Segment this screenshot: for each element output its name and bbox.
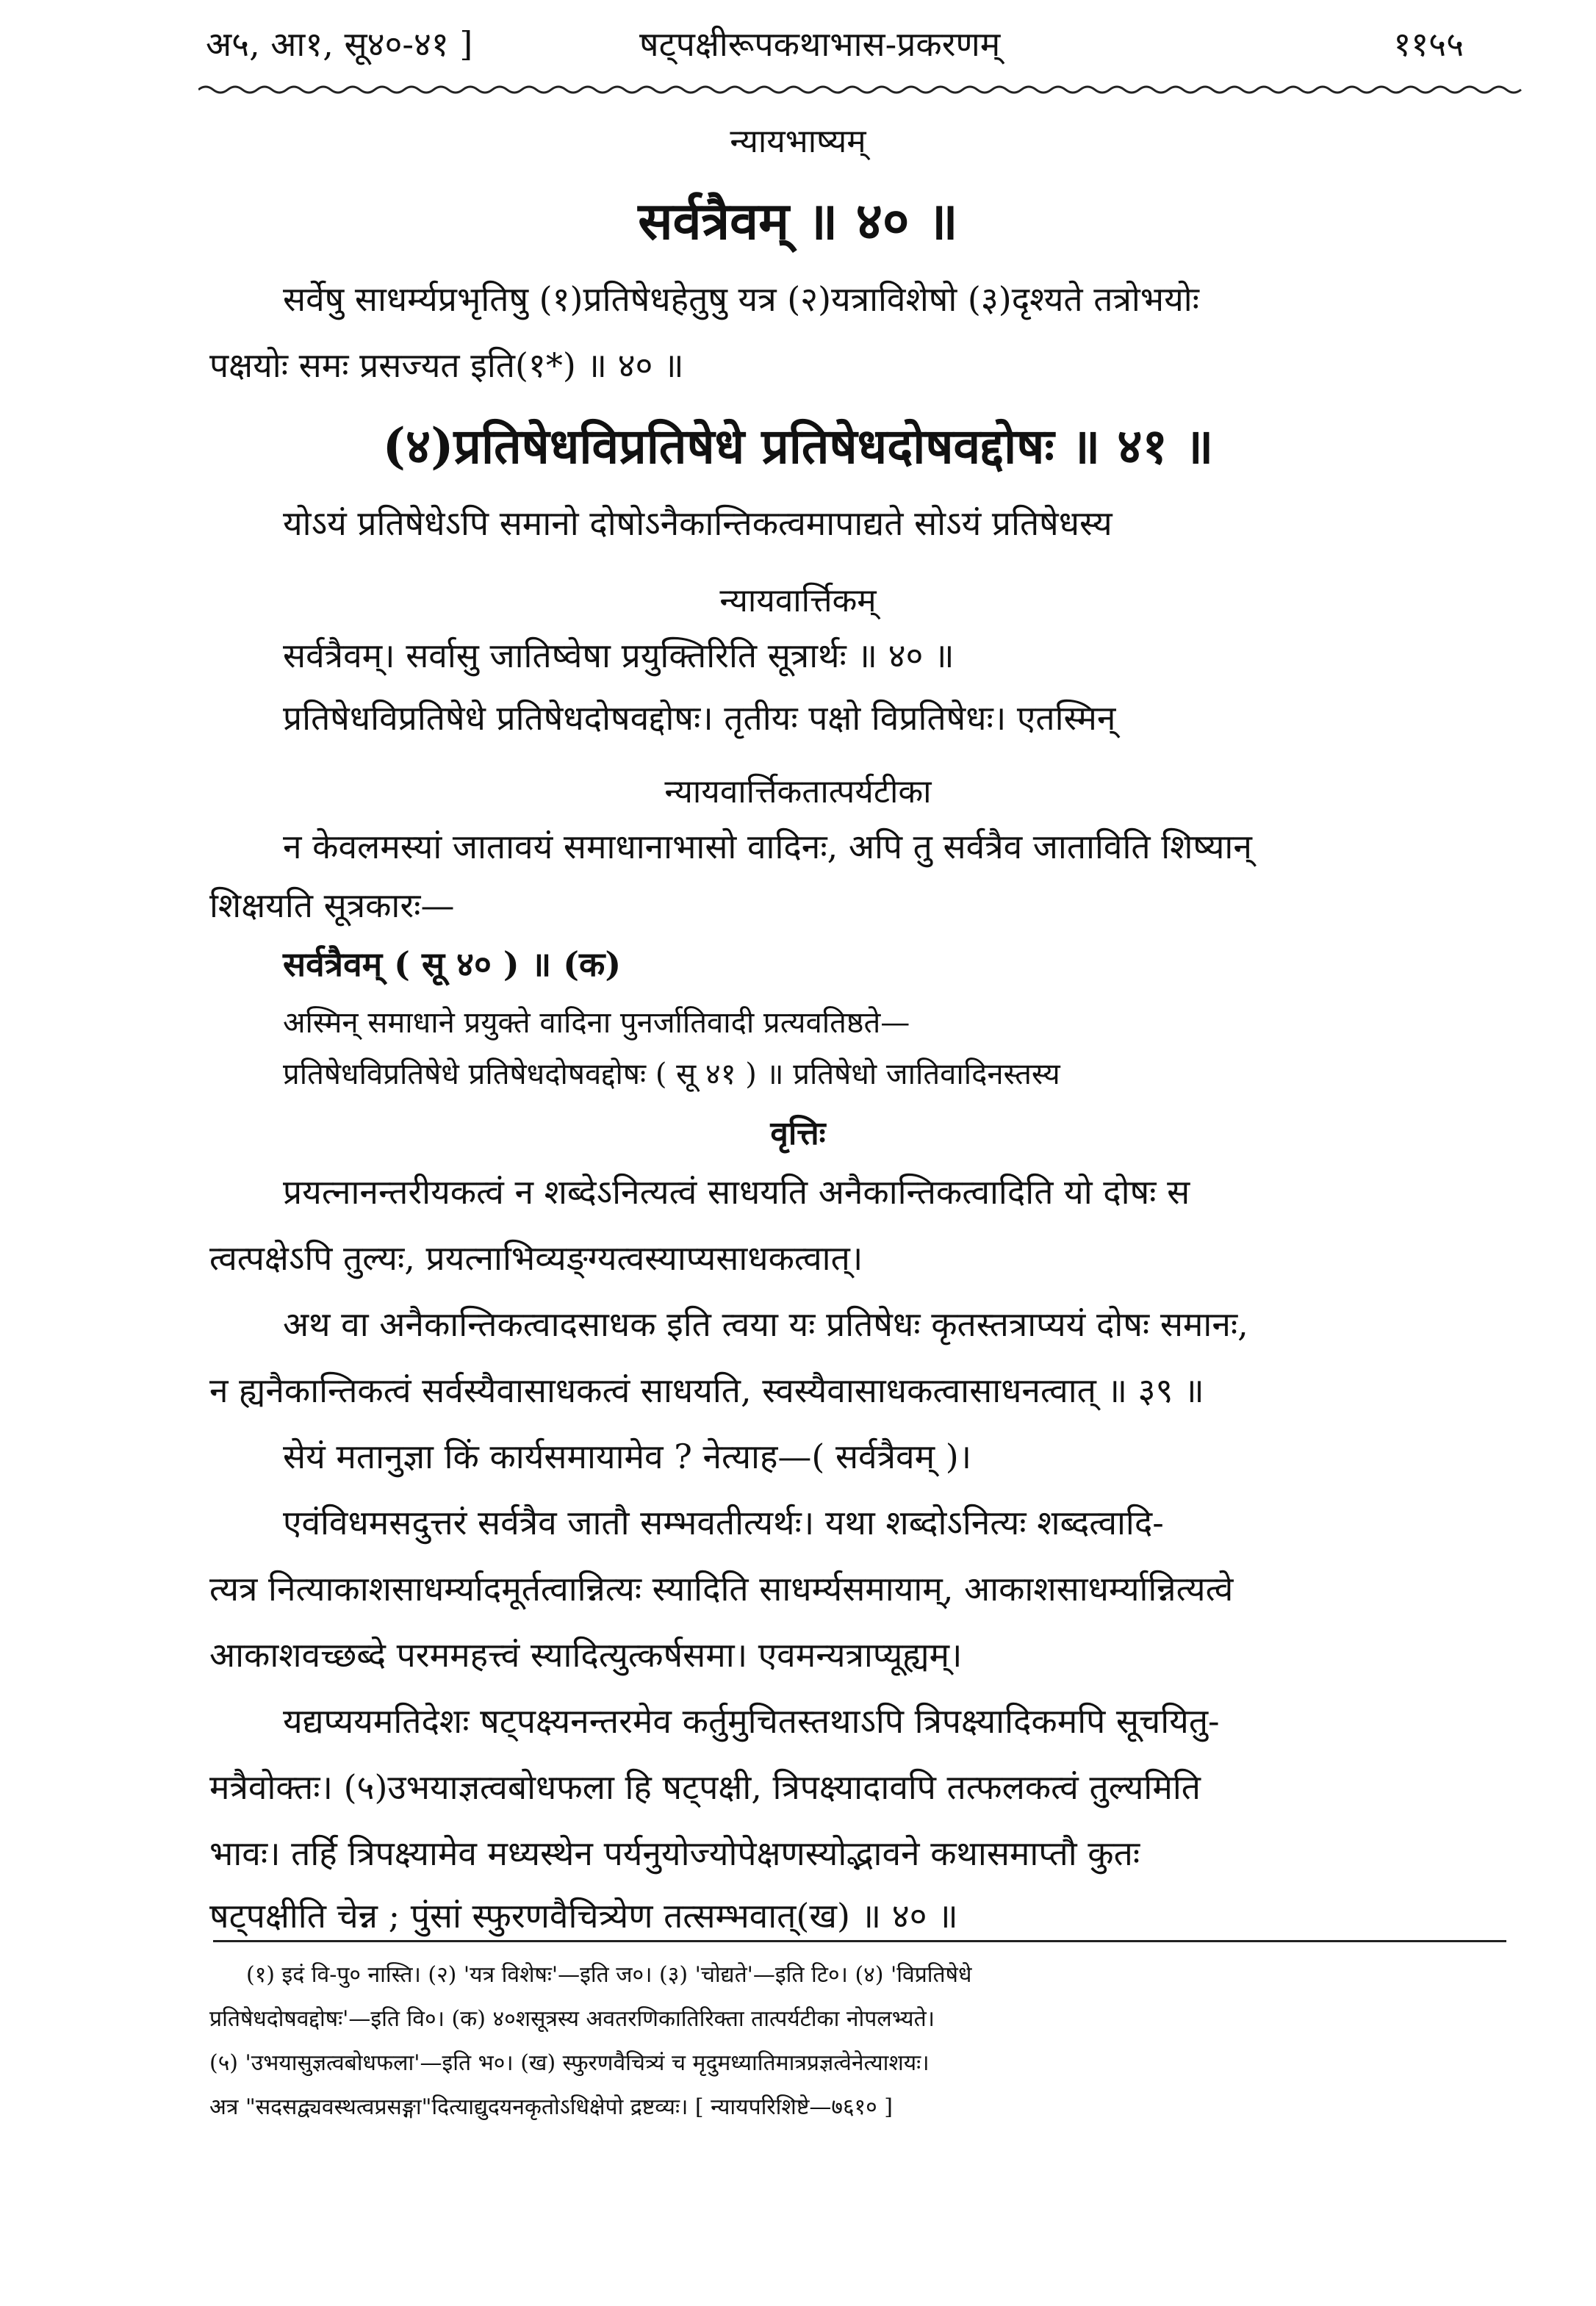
footnote-line2: प्रतिषेधदोषवद्दोषः'—इति वि०। (क) ४०शसूत्रस्य अवतरणिकातिरिक्ता तात्पर्यटीका नोपलभ्यते। <box>209 2006 935 2032</box>
tika-heading: न्यायवार्त्तिकतात्पर्यटीका <box>664 773 932 811</box>
vritti-p1-line1: प्रयत्नानन्तरीयकत्वं न शब्देऽनित्यत्वं साधयति अनैकान्तिकत्वादिति यो दोषः स <box>283 1172 1190 1212</box>
vritti-heading: वृत्तिः <box>770 1115 826 1152</box>
tika-line3: सर्वत्रैवम् ( सू ४० ) ॥ (क) <box>283 944 622 984</box>
vritti-p2-line1: अथ वा अनैकान्तिकत्वादसाधक इति त्वया यः प्रतिषेधः कृतस्तत्राप्ययं दोषः समानः, <box>283 1304 1248 1344</box>
sutra-40: सर्वत्रैवम् ॥ ४० ॥ <box>638 190 958 251</box>
footnote-line4: अत्र "सदसद्व्यवस्थत्वप्रसङ्गा"दित्याद्युदयनकृतोऽधिक्षेपो द्रष्टव्यः। [ न्यायपरिशिष्टे—७६१० ] <box>209 2094 893 2120</box>
vartika-line1: सर्वत्रैवम्। सर्वासु जातिष्वेषा प्रयुक्तिरिति सूत्रार्थः ॥ ४० ॥ <box>283 636 955 675</box>
header-wavy-rule <box>198 82 1528 97</box>
tika-line4: अस्मिन् समाधाने प्रयुक्ते वादिना पुनर्जातिवादी प्रत्यवतिष्ठते— <box>283 1006 910 1040</box>
header-location: अ५, आ१, सू४०-४१ ] <box>206 24 473 64</box>
bhashya-heading: न्यायभाष्यम् <box>730 123 866 160</box>
vritti-p5-line3: भावः। तर्हि त्रिपक्ष्यामेव मध्यस्थेन पर्यनुयोज्योपेक्षणस्योद्भावने कथासमाप्तौ कुतः <box>209 1833 1140 1873</box>
bhashya-comment40-line1: सर्वेषु साधर्म्यप्रभृतिषु (१)प्रतिषेधहेतुषु यत्र (२)यत्राविशेषो (३)दृश्यते तत्रोभयोः <box>283 279 1199 319</box>
vritti-p4-line2: त्यत्र नित्याकाशसाधर्म्यादमूर्तत्वान्नित्यः स्यादिति साधर्म्यसमायाम्, आकाशसाधर्म्यान्नित्यत्वे <box>209 1569 1234 1609</box>
page-header <box>206 7 1464 81</box>
tika-line1: न केवलमस्यां जातावयं समाधानाभासो वादिनः, अपि तु सर्वत्रैव जाताविति शिष्यान् <box>283 827 1252 866</box>
page-number: ११५५ <box>1393 24 1464 64</box>
sutra-41: (४)प्रतिषेधविप्रतिषेधे प्रतिषेधदोषवद्दोषः ॥ ४१ ॥ <box>382 417 1214 475</box>
header-title: षट्पक्षीरूपकथाभास-प्रकरणम् <box>639 24 1001 64</box>
footnote-line1: (१) इदं वि-पु० नास्ति। (२) 'यत्र विशेषः'—इति ज०। (३) 'चोद्यते'—इति टि०। (४) 'विप्रतिषेधे <box>246 1962 972 1988</box>
vritti-p2-line2: न ह्यनैकान्तिकत्वं सर्वस्यैवासाधकत्वं साधयति, स्वस्यैवासाधकत्वासाधनत्वात् ॥ ३९ ॥ <box>209 1371 1204 1410</box>
vartika-heading: न्यायवार्त्तिकम् <box>719 582 877 619</box>
bhashya-comment41-line1: योऽयं प्रतिषेधेऽपि समानो दोषोऽनैकान्तिकत्वमापाद्यते सोऽयं प्रतिषेधस्य <box>283 503 1112 543</box>
vritti-p4-line3: आकाशवच्छब्दे परममहत्त्वं स्यादित्युत्कर्षसमा। एवमन्यत्राप्यूह्यम्। <box>209 1635 963 1675</box>
vritti-p1-line2: त्वत्पक्षेऽपि तुल्यः, प्रयत्नाभिव्यङ्ग्यत्वस्याप्यसाधकत्वात्। <box>209 1238 863 1278</box>
footnote-rule <box>213 1940 1506 1942</box>
vartika-line2: प्रतिषेधविप्रतिषेधे प्रतिषेधदोषवद्दोषः। तृतीयः पक्षो विप्रतिषेधः। एतस्मिन् <box>283 698 1116 738</box>
vritti-p5-line1: यद्यप्ययमतिदेशः षट्पक्ष्यनन्तरमेव कर्तुमुचितस्तथाऽपि त्रिपक्ष्यादिकमपि सूचयितु- <box>283 1701 1220 1741</box>
tika-line5: प्रतिषेधविप्रतिषेधे प्रतिषेधदोषवद्दोषः ( सू ४१ ) ॥ प्रतिषेधो जातिवादिनस्तस्य <box>283 1057 1060 1091</box>
vritti-p3-line1: सेयं मतानुज्ञा किं कार्यसमायामेव ? नेत्याह—( सर्वत्रैवम् )। <box>283 1437 972 1476</box>
bhashya-comment40-line2: पक्षयोः समः प्रसज्यत इति(१*) ॥ ४० ॥ <box>209 345 684 385</box>
vritti-p5-line4: षट्पक्षीति चेन्न ; पुंसां स्फुरणवैचित्र्येण तत्सम्भवात्(ख) ॥ ४० ॥ <box>209 1896 958 1936</box>
vritti-p4-line1: एवंविधमसदुत्तरं सर्वत्रैव जातौ सम्भवतीत्यर्थः। यथा शब्दोऽनित्यः शब्दत्वादि- <box>283 1503 1164 1542</box>
vritti-p5-line2: मत्रैवोक्तः। (५)उभयाज्ञत्वबोधफला हि षट्पक्षी, त्रिपक्ष्यादावपि तत्फलकत्वं तुल्यमिति <box>209 1767 1201 1807</box>
footnote-line3: (५) 'उभयासुज्ञत्वबोधफला'—इति भ०। (ख) स्फुरणवैचित्र्यं च मृदुमध्यातिमात्रप्रज्ञत्वेनेत्याशयः। <box>209 2050 930 2076</box>
tika-line2: शिक्षयति सूत्रकारः— <box>209 886 455 925</box>
